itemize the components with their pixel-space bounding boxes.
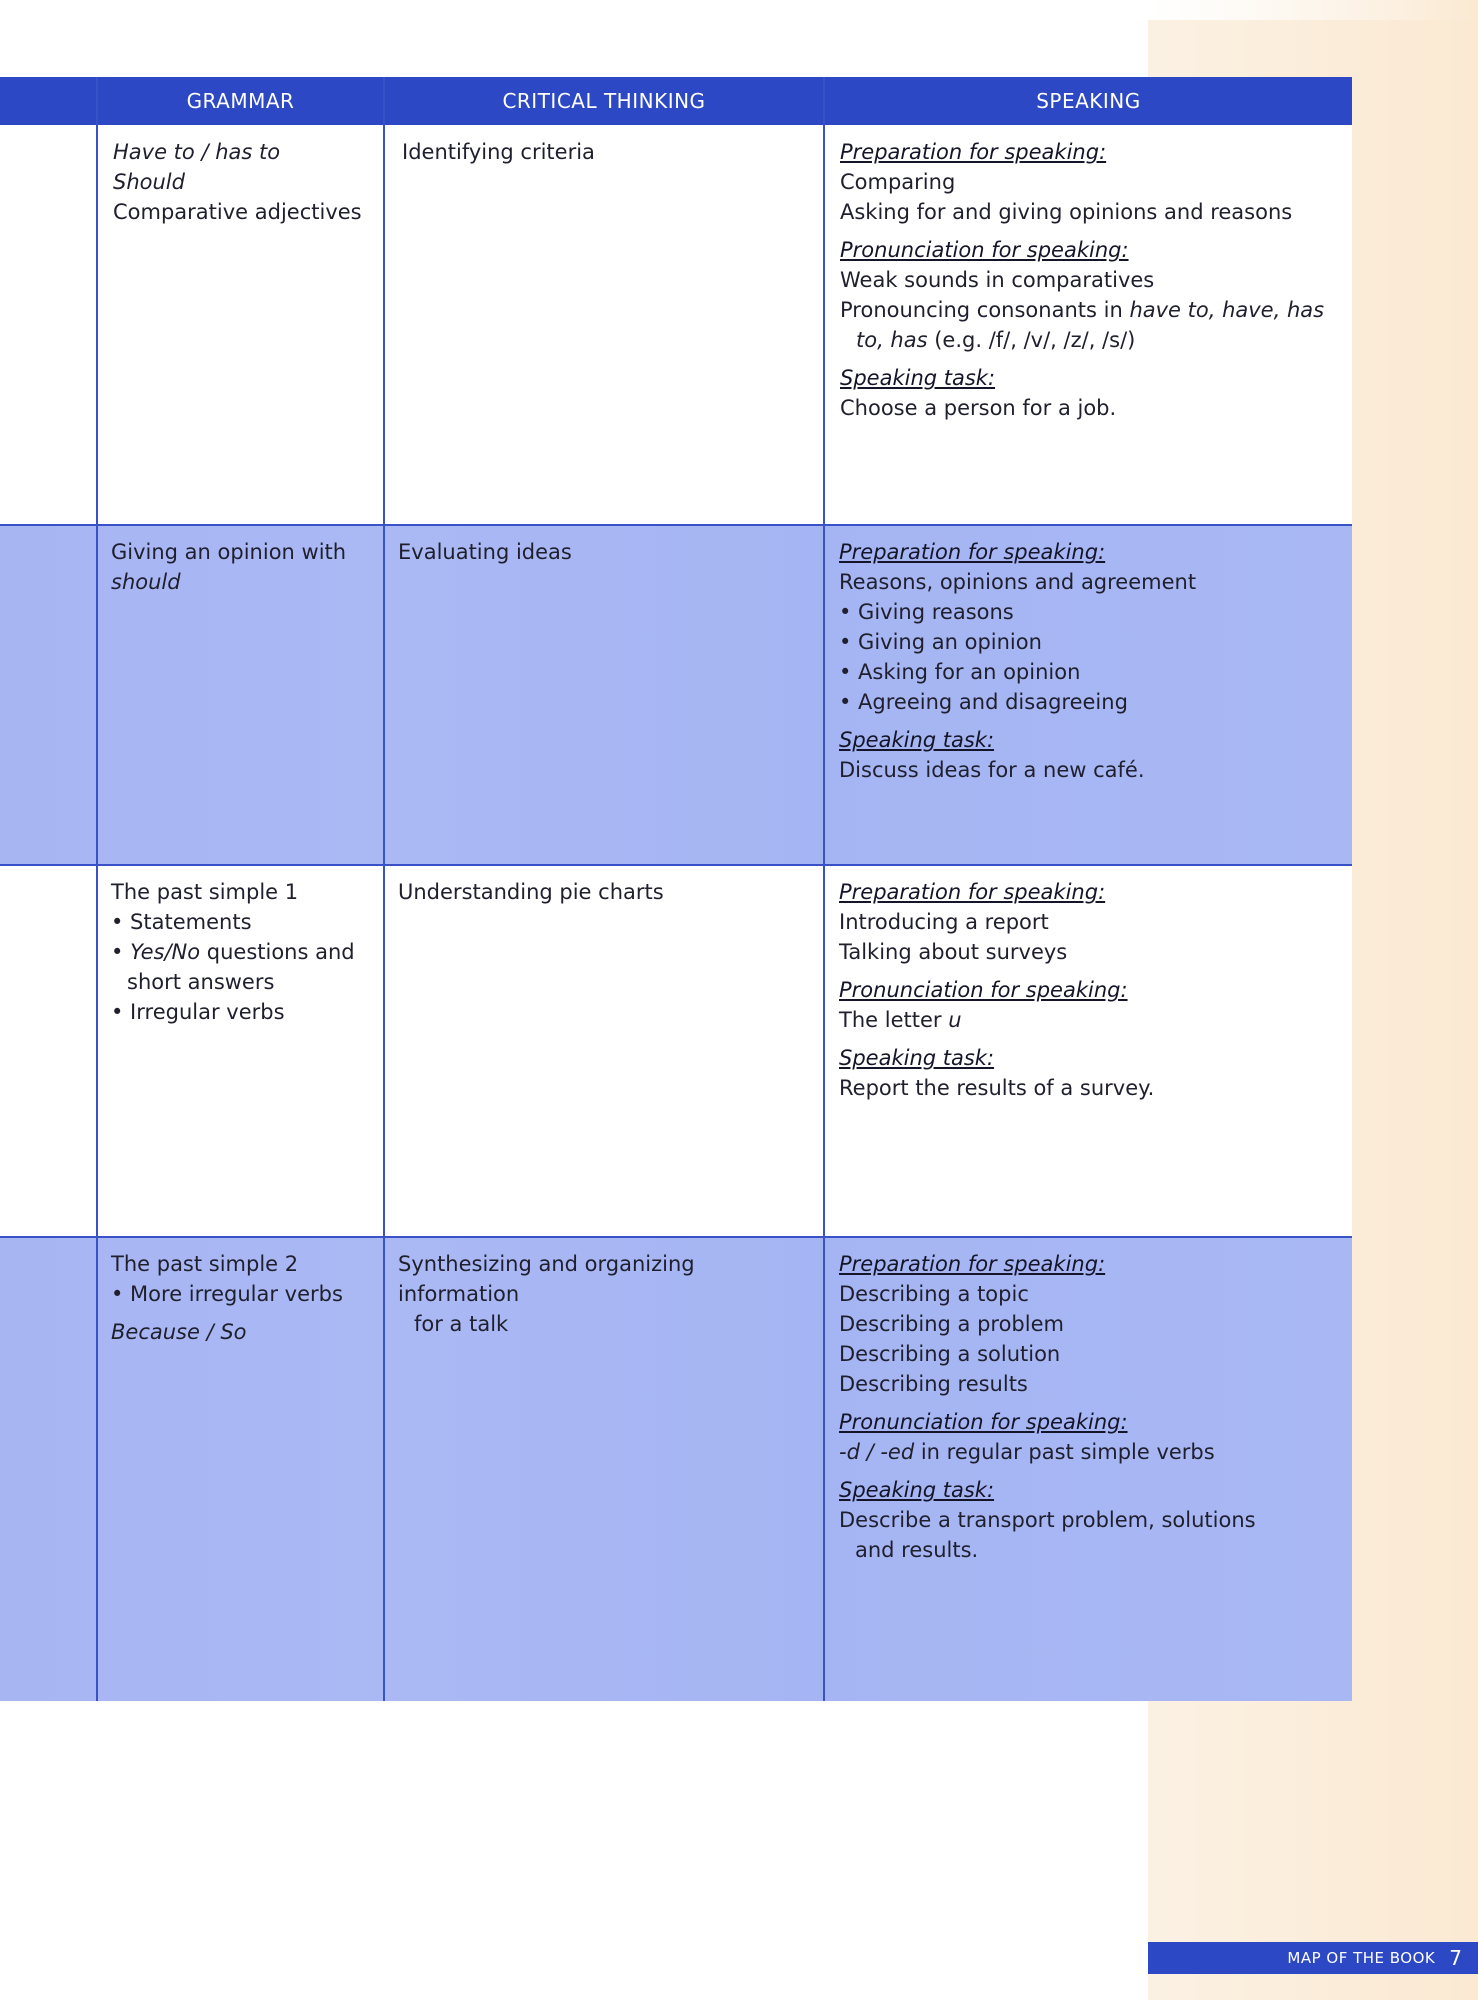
speaking-item: [840, 295, 1345, 325]
speaking-item: [839, 1005, 1344, 1035]
grammar-item: The past simple 2: [111, 1252, 299, 1276]
grammar-cell-2: [111, 537, 373, 597]
critical-cell-2: [398, 537, 812, 567]
grammar-item: The past simple 1: [111, 880, 299, 904]
text-span: (e.g. /f/, /v/, /z/, /s/): [927, 328, 1136, 352]
critical-item: Synthesizing and organizing information: [398, 1252, 695, 1306]
speaking-item: Comparing: [840, 170, 956, 194]
grammar-item: • Statements: [111, 910, 252, 934]
speaking-item: Describing results: [839, 1372, 1028, 1396]
footer-label: MAP OF THE BOOK: [1287, 1949, 1436, 1967]
text-span: u: [948, 1008, 962, 1032]
speaking-item: Describing a solution: [839, 1342, 1061, 1366]
speaking-cell-4: [839, 1249, 1344, 1565]
section-heading: Pronunciation for speaking:: [839, 1410, 1128, 1434]
text-span: •: [111, 940, 131, 964]
grammar-item: • Irregular verbs: [111, 1000, 285, 1024]
speaking-item: Describing a problem: [839, 1312, 1064, 1336]
page-footer: [1148, 1942, 1478, 1974]
section-heading: Preparation for speaking:: [839, 1252, 1106, 1276]
header-spacer: [0, 77, 96, 125]
speaking-item: Talking about surveys: [839, 940, 1068, 964]
grammar-item: • More irregular verbs: [111, 1282, 343, 1306]
header-critical-thinking: CRITICAL THINKING: [385, 77, 823, 125]
speaking-item: • Giving an opinion: [839, 630, 1042, 654]
grammar-cell-4: [111, 1249, 373, 1347]
grammar-item: [111, 937, 373, 967]
speaking-item: Describing a topic: [839, 1282, 1029, 1306]
grammar-item: Giving an opinion with: [111, 540, 347, 564]
text-span: in regular past simple verbs: [914, 1440, 1215, 1464]
grammar-item: Comparative adjectives: [113, 200, 362, 224]
speaking-item: • Giving reasons: [839, 600, 1014, 624]
text-span: Pronouncing consonants in: [840, 298, 1130, 322]
critical-cell-4: [398, 1249, 812, 1339]
text-span: Yes/No: [130, 940, 201, 964]
column-divider: [823, 77, 825, 1701]
speaking-item: [839, 1437, 1344, 1467]
critical-cell-3: [398, 877, 812, 907]
speaking-item: Choose a person for a job.: [840, 396, 1117, 420]
speaking-item: • Asking for an opinion: [839, 660, 1081, 684]
column-divider: [383, 77, 385, 1701]
grammar-item: short answers: [127, 970, 275, 994]
section-heading: Preparation for speaking:: [839, 540, 1106, 564]
speaking-item: [840, 325, 1345, 355]
text-span: -d / -ed: [839, 1440, 915, 1464]
speaking-item: Report the results of a survey.: [839, 1076, 1155, 1100]
grammar-item: Because / So: [111, 1320, 247, 1344]
section-heading: Preparation for speaking:: [840, 140, 1107, 164]
speaking-item: Asking for and giving opinions and reasons: [840, 200, 1293, 224]
text-span: to, has: [856, 328, 928, 352]
grammar-item: should: [111, 570, 181, 594]
section-heading: Speaking task:: [840, 366, 996, 390]
grammar-item: Should: [113, 170, 185, 194]
section-heading: Speaking task:: [839, 1046, 995, 1070]
speaking-item: and results.: [855, 1538, 979, 1562]
grammar-item: Have to / has to: [113, 140, 281, 164]
speaking-cell-2: [839, 537, 1344, 785]
speaking-cell-3: [839, 877, 1344, 1103]
critical-item: Evaluating ideas: [398, 540, 572, 564]
speaking-item: Weak sounds in comparatives: [840, 268, 1155, 292]
page-number: 7: [1449, 1946, 1462, 1970]
grammar-cell-3: [111, 877, 373, 1027]
section-heading: Speaking task:: [839, 1478, 995, 1502]
section-heading: Pronunciation for speaking:: [839, 978, 1128, 1002]
page-top-fade: [1148, 0, 1478, 20]
speaking-item: • Agreeing and disagreeing: [839, 690, 1128, 714]
row-divider: [0, 1236, 1352, 1238]
section-heading: Preparation for speaking:: [839, 880, 1106, 904]
column-divider: [96, 77, 98, 1701]
text-span: The letter: [839, 1008, 949, 1032]
critical-item: Understanding pie charts: [398, 880, 664, 904]
grammar-cell-1: [113, 137, 373, 227]
critical-cell-1: [402, 137, 812, 167]
text-span: have to, have, has: [1129, 298, 1325, 322]
section-heading: Pronunciation for speaking:: [840, 238, 1129, 262]
critical-item: Identifying criteria: [402, 140, 595, 164]
map-of-book-table: [0, 77, 1352, 1701]
speaking-item: Discuss ideas for a new café.: [839, 758, 1145, 782]
critical-item: for a talk: [414, 1312, 509, 1336]
speaking-item: Reasons, opinions and agreement: [839, 570, 1197, 594]
speaking-item: Describe a transport problem, solutions: [839, 1508, 1256, 1532]
text-span: questions and: [200, 940, 355, 964]
speaking-item: Introducing a report: [839, 910, 1049, 934]
section-heading: Speaking task:: [839, 728, 995, 752]
header-grammar: GRAMMAR: [98, 77, 383, 125]
header-speaking: SPEAKING: [825, 77, 1352, 125]
speaking-cell-1: [840, 137, 1345, 423]
row-divider: [0, 864, 1352, 866]
row-divider: [0, 524, 1352, 526]
